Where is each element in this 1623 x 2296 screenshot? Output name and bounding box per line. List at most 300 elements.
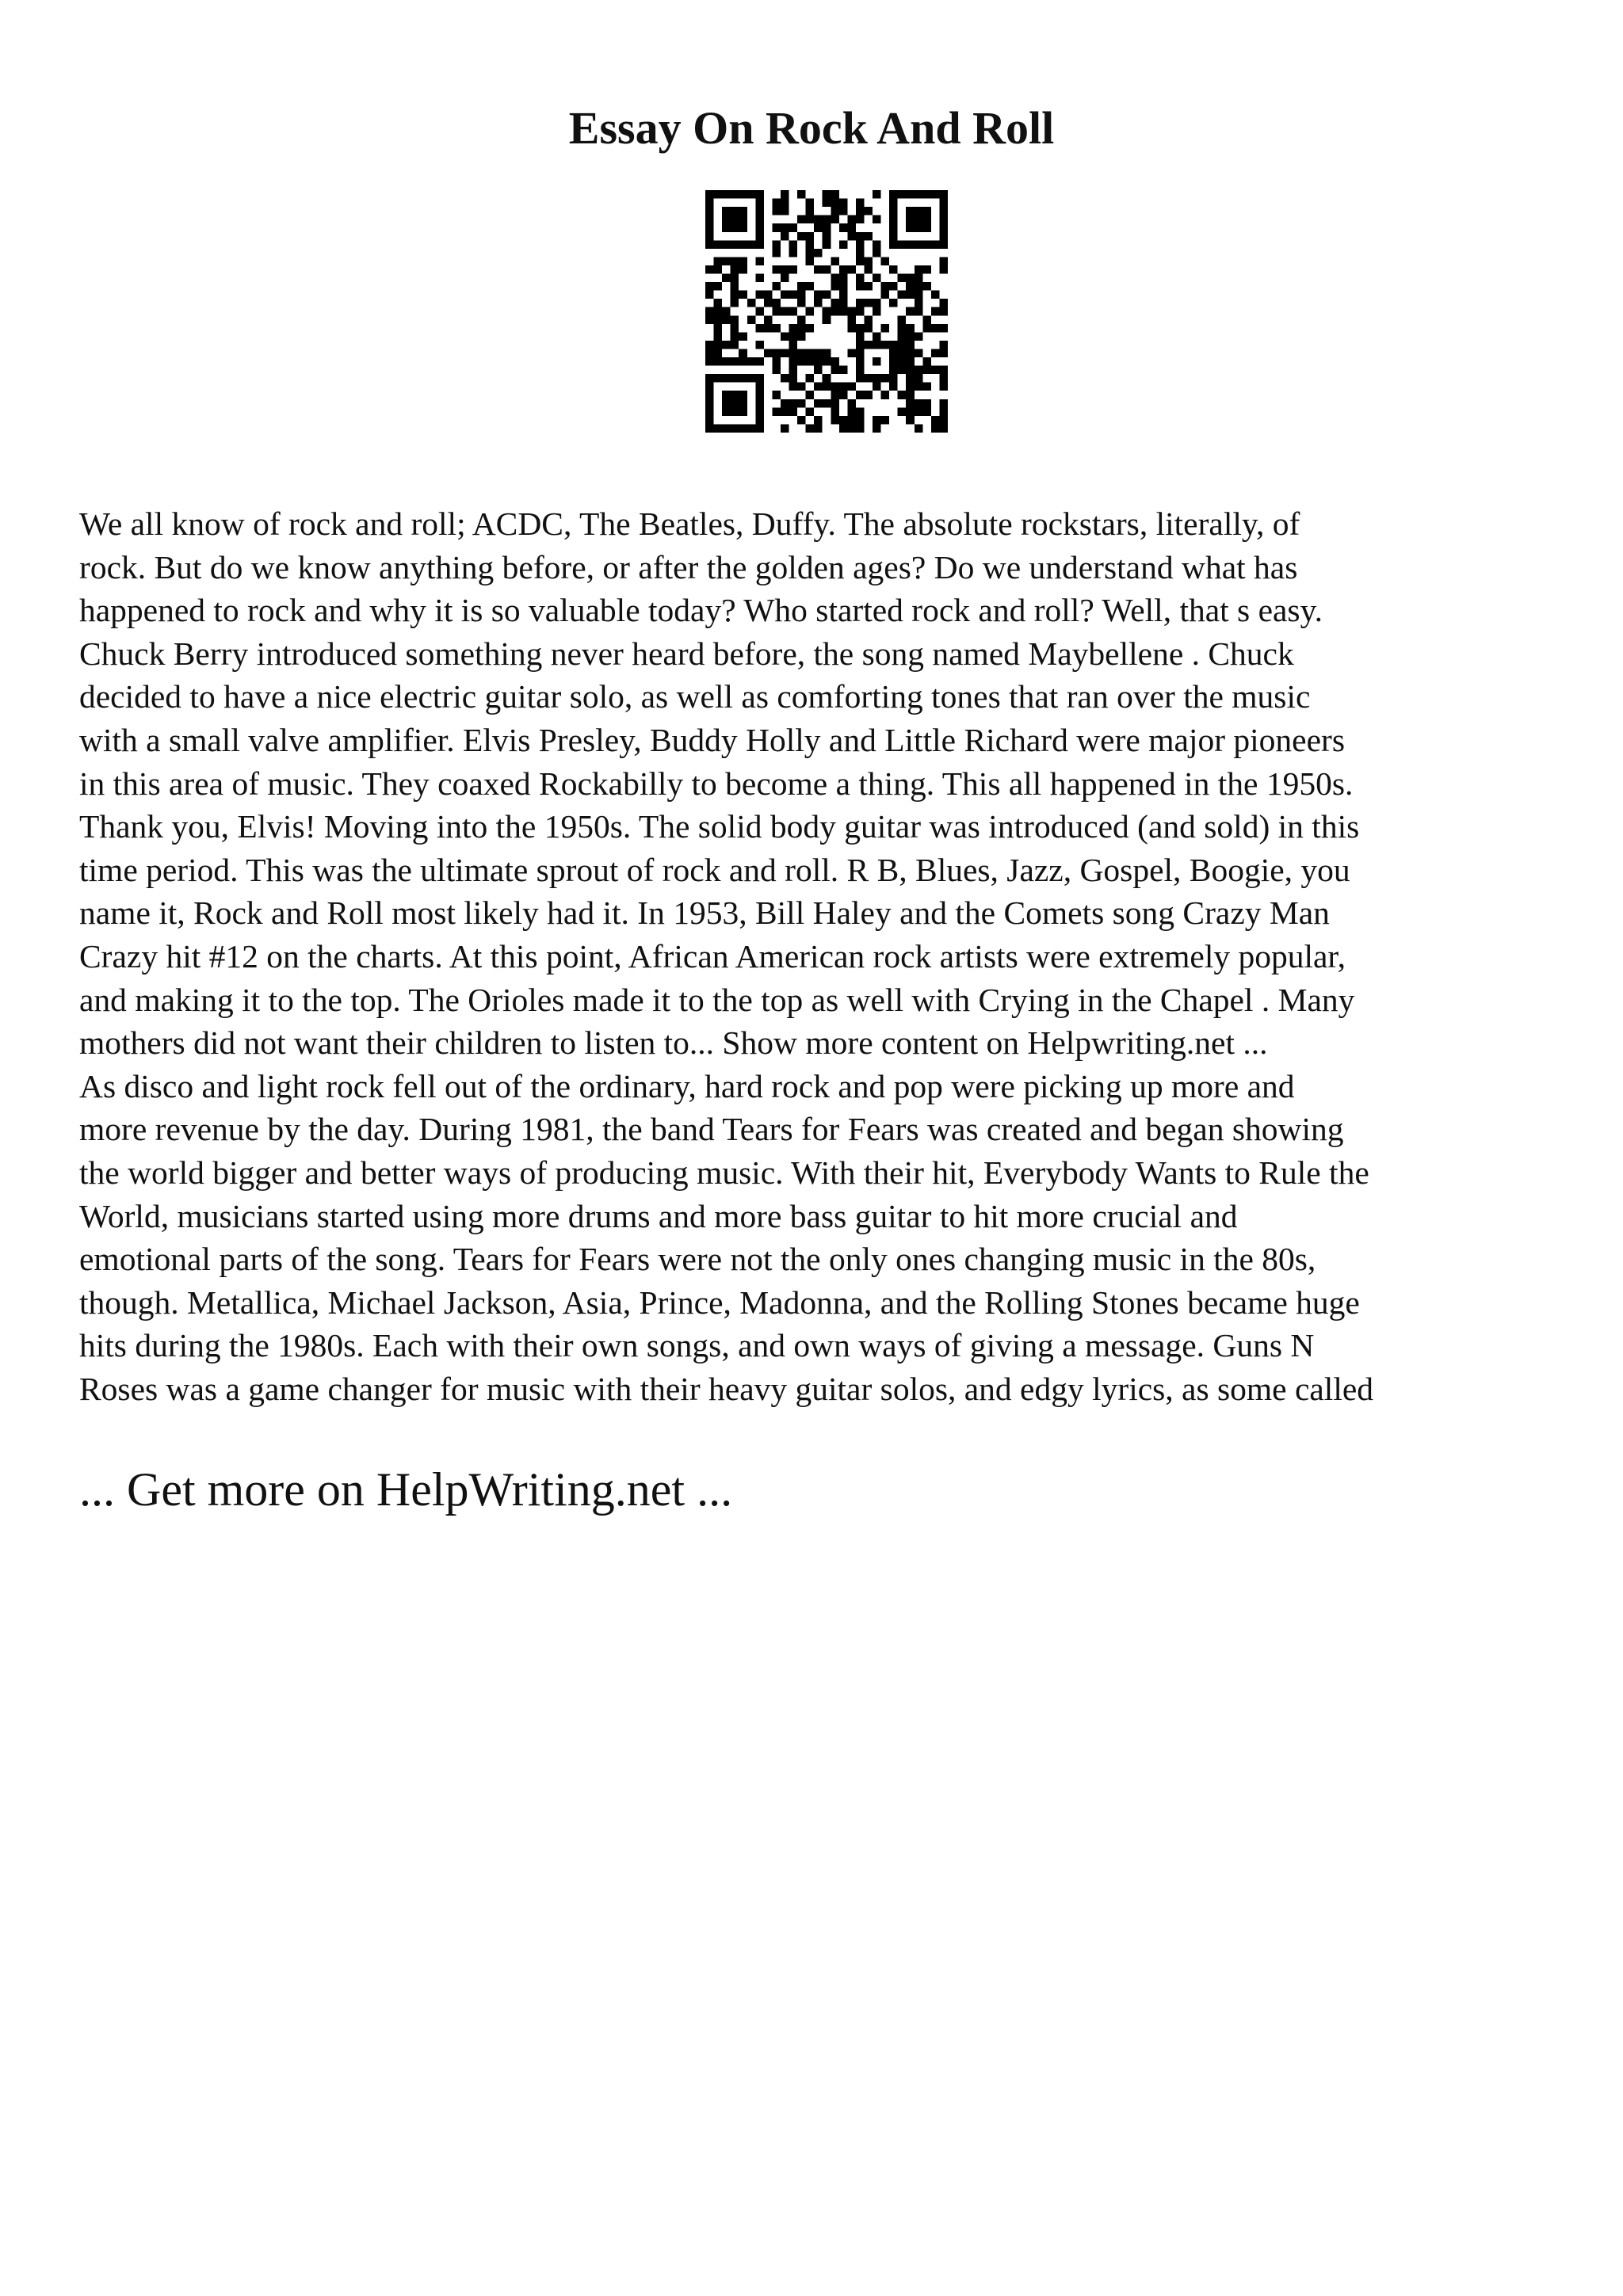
qr-module bbox=[831, 307, 839, 316]
qr-module bbox=[889, 223, 898, 232]
qr-module bbox=[714, 374, 723, 383]
qr-module bbox=[797, 332, 806, 341]
qr-module bbox=[864, 391, 873, 399]
qr-module bbox=[939, 374, 948, 383]
qr-module bbox=[831, 207, 839, 215]
qr-module bbox=[739, 207, 747, 215]
qr-module bbox=[839, 240, 848, 249]
qr-module bbox=[714, 240, 723, 249]
qr-module bbox=[781, 190, 789, 199]
qr-module bbox=[856, 374, 865, 383]
qr-module bbox=[722, 391, 731, 399]
qr-module bbox=[814, 249, 823, 257]
qr-module bbox=[714, 332, 723, 341]
qr-module bbox=[772, 307, 781, 316]
essay-line: Thank you, Elvis! Moving into the 1950s. The solid body guitar was introduced (and sold) in this bbox=[79, 808, 1360, 845]
essay-body bbox=[79, 502, 1569, 1410]
essay-line: in this area of music. They coaxed Rockabilly to become a thing. This all happened in the 1950s. bbox=[79, 765, 1354, 802]
essay-line: and making it to the top. The Orioles made it to the top as well with Crying in the Chapel . Many bbox=[79, 981, 1355, 1018]
qr-module bbox=[731, 374, 739, 383]
qr-module bbox=[705, 399, 714, 408]
qr-module bbox=[705, 282, 714, 291]
qr-module bbox=[806, 282, 815, 291]
qr-module bbox=[906, 291, 915, 299]
qr-module bbox=[739, 223, 747, 232]
qr-module bbox=[915, 282, 923, 291]
qr-module bbox=[789, 307, 798, 316]
qr-module bbox=[847, 307, 856, 316]
qr-module bbox=[898, 391, 907, 399]
qr-module bbox=[864, 299, 873, 307]
qr-module bbox=[823, 199, 831, 208]
qr-module bbox=[922, 366, 931, 375]
qr-module bbox=[898, 190, 907, 199]
qr-module bbox=[939, 299, 948, 307]
qr-module bbox=[747, 299, 756, 307]
qr-module bbox=[705, 407, 714, 416]
qr-module bbox=[781, 332, 789, 341]
qr-module bbox=[939, 383, 948, 391]
qr-module bbox=[856, 240, 865, 249]
qr-module bbox=[931, 324, 940, 333]
qr-module bbox=[881, 282, 890, 291]
qr-module bbox=[797, 416, 806, 425]
qr-module bbox=[906, 223, 915, 232]
qr-module bbox=[839, 265, 848, 274]
qr-module bbox=[789, 249, 798, 257]
qr-module bbox=[931, 424, 940, 433]
qr-module bbox=[839, 366, 848, 375]
qr-module bbox=[806, 349, 815, 357]
qr-module bbox=[939, 232, 948, 241]
qr-module bbox=[939, 307, 948, 316]
qr-module bbox=[739, 349, 747, 357]
qr-module bbox=[922, 357, 931, 366]
qr-module bbox=[722, 215, 731, 224]
qr-module bbox=[856, 307, 865, 316]
qr-module bbox=[839, 416, 848, 425]
qr-module bbox=[839, 282, 848, 291]
qr-module bbox=[856, 257, 865, 265]
qr-module bbox=[931, 416, 940, 425]
qr-module bbox=[939, 199, 948, 208]
qr-module bbox=[889, 232, 898, 241]
qr-module bbox=[772, 199, 781, 208]
qr-module bbox=[864, 341, 873, 349]
qr-module bbox=[722, 399, 731, 408]
qr-module bbox=[823, 374, 831, 383]
qr-module bbox=[823, 291, 831, 299]
qr-module bbox=[831, 274, 839, 283]
qr-module bbox=[856, 274, 865, 283]
qr-module bbox=[898, 341, 907, 349]
qr-module bbox=[823, 232, 831, 241]
qr-module bbox=[722, 274, 731, 283]
qr-module bbox=[856, 299, 865, 307]
qr-module bbox=[873, 332, 881, 341]
qr-module bbox=[873, 341, 881, 349]
qr-module bbox=[823, 240, 831, 249]
qr-module bbox=[755, 199, 764, 208]
qr-module bbox=[847, 383, 856, 391]
qr-module bbox=[814, 223, 823, 232]
qr-module bbox=[731, 407, 739, 416]
qr-module bbox=[705, 383, 714, 391]
qr-module bbox=[755, 232, 764, 241]
qr-module bbox=[772, 357, 781, 366]
qr-module bbox=[939, 349, 948, 357]
qr-module bbox=[922, 240, 931, 249]
qr-module bbox=[722, 240, 731, 249]
qr-module bbox=[906, 366, 915, 375]
qr-module bbox=[789, 291, 798, 299]
qr-module bbox=[739, 391, 747, 399]
qr-module bbox=[856, 207, 865, 215]
qr-module bbox=[814, 215, 823, 224]
qr-module bbox=[789, 265, 798, 274]
qr-module bbox=[823, 315, 831, 324]
qr-module bbox=[889, 265, 898, 274]
qr-module bbox=[814, 424, 823, 433]
qr-module bbox=[714, 282, 723, 291]
qr-module bbox=[873, 190, 881, 199]
qr-module bbox=[772, 324, 781, 333]
qr-module bbox=[722, 190, 731, 199]
qr-module bbox=[714, 341, 723, 349]
qr-module bbox=[806, 324, 815, 333]
qr-module bbox=[939, 190, 948, 199]
qr-module bbox=[922, 265, 931, 274]
qr-module bbox=[915, 332, 923, 341]
qr-module bbox=[797, 232, 806, 241]
qr-module bbox=[731, 399, 739, 408]
qr-module bbox=[839, 199, 848, 208]
qr-module bbox=[781, 223, 789, 232]
qr-module bbox=[915, 307, 923, 316]
qr-module bbox=[898, 366, 907, 375]
qr-module bbox=[772, 240, 781, 249]
essay-line: decided to have a nice electric guitar solo, as well as comforting tones that ran over the music bbox=[79, 678, 1311, 715]
qr-module bbox=[705, 349, 714, 357]
qr-module bbox=[789, 223, 798, 232]
qr-module bbox=[806, 257, 815, 265]
qr-module bbox=[915, 383, 923, 391]
qr-module bbox=[772, 391, 781, 399]
qr-module bbox=[705, 424, 714, 433]
qr-module bbox=[856, 282, 865, 291]
qr-module bbox=[714, 357, 723, 366]
qr-module bbox=[797, 383, 806, 391]
qr-module bbox=[755, 399, 764, 408]
qr-module bbox=[898, 291, 907, 299]
qr-module bbox=[922, 190, 931, 199]
qr-module bbox=[889, 383, 898, 391]
qr-module bbox=[847, 232, 856, 241]
qr-module bbox=[789, 407, 798, 416]
qr-module bbox=[915, 374, 923, 383]
qr-module bbox=[898, 315, 907, 324]
qr-module bbox=[889, 199, 898, 208]
qr-module bbox=[906, 399, 915, 408]
qr-module bbox=[739, 374, 747, 383]
qr-module bbox=[781, 207, 789, 215]
qr-module bbox=[806, 240, 815, 249]
qr-module bbox=[731, 332, 739, 341]
essay-line: time period. This was the ultimate sprout of rock and roll. R B, Blues, Jazz, Gospel, Boogie, you bbox=[79, 851, 1350, 888]
qr-module bbox=[789, 240, 798, 249]
qr-module bbox=[889, 341, 898, 349]
qr-module bbox=[915, 207, 923, 215]
essay-line: We all know of rock and roll; ACDC, The Beatles, Duffy. The absolute rockstars, literally, of bbox=[79, 505, 1300, 542]
qr-module bbox=[731, 282, 739, 291]
qr-module bbox=[755, 291, 764, 299]
qr-module bbox=[889, 366, 898, 375]
qr-module bbox=[839, 307, 848, 316]
qr-module bbox=[831, 215, 839, 224]
qr-module bbox=[731, 424, 739, 433]
qr-module bbox=[806, 307, 815, 316]
qr-module bbox=[714, 424, 723, 433]
qr-module bbox=[839, 291, 848, 299]
qr-module bbox=[906, 391, 915, 399]
qr-module bbox=[797, 357, 806, 366]
qr-module bbox=[705, 207, 714, 215]
qr-module bbox=[873, 424, 881, 433]
qr-module bbox=[906, 274, 915, 283]
qr-module bbox=[739, 190, 747, 199]
qr-module bbox=[731, 291, 739, 299]
qr-module bbox=[814, 265, 823, 274]
qr-module bbox=[814, 291, 823, 299]
qr-module bbox=[739, 291, 747, 299]
qr-module bbox=[797, 299, 806, 307]
qr-module bbox=[889, 190, 898, 199]
qr-module bbox=[864, 232, 873, 241]
qr-module bbox=[814, 357, 823, 366]
qr-module bbox=[856, 416, 865, 425]
qr-module bbox=[764, 299, 773, 307]
qr-module bbox=[772, 282, 781, 291]
qr-module bbox=[898, 357, 907, 366]
qr-module bbox=[714, 190, 723, 199]
qr-module bbox=[939, 240, 948, 249]
essay-line: rock. But do we know anything before, or after the golden ages? Do we understand what has bbox=[79, 548, 1298, 585]
qr-module bbox=[823, 357, 831, 366]
qr-module bbox=[823, 383, 831, 391]
qr-module bbox=[889, 282, 898, 291]
qr-module bbox=[747, 424, 756, 433]
qr-module bbox=[722, 257, 731, 265]
qr-module bbox=[731, 240, 739, 249]
qr-module bbox=[747, 374, 756, 383]
qr-module bbox=[797, 324, 806, 333]
essay-line: As disco and light rock fell out of the ordinary, hard rock and pop were picking up more and bbox=[79, 1067, 1295, 1104]
qr-module bbox=[755, 374, 764, 383]
qr-module bbox=[781, 424, 789, 433]
qr-module bbox=[772, 366, 781, 375]
qr-module bbox=[731, 391, 739, 399]
qr-module bbox=[915, 349, 923, 357]
qr-module bbox=[856, 324, 865, 333]
qr-module bbox=[714, 349, 723, 357]
qr-module bbox=[922, 223, 931, 232]
qr-module bbox=[789, 383, 798, 391]
qr-module bbox=[731, 357, 739, 366]
qr-module bbox=[873, 307, 881, 316]
qr-module bbox=[731, 207, 739, 215]
qr-module bbox=[939, 424, 948, 433]
qr-module bbox=[747, 357, 756, 366]
qr-module bbox=[915, 299, 923, 307]
qr-module bbox=[739, 257, 747, 265]
essay-line: name it, Rock and Roll most likely had it. In 1953, Bill Haley and the Comets song Crazy Man bbox=[79, 894, 1330, 932]
qr-module bbox=[906, 190, 915, 199]
qr-module bbox=[739, 424, 747, 433]
qr-module bbox=[705, 374, 714, 383]
qr-module bbox=[864, 265, 873, 274]
qr-module bbox=[881, 324, 890, 333]
qr-module bbox=[847, 324, 856, 333]
qr-module bbox=[814, 366, 823, 375]
qr-module bbox=[814, 416, 823, 425]
qr-module bbox=[823, 215, 831, 224]
qr-module bbox=[839, 424, 848, 433]
qr-module bbox=[831, 366, 839, 375]
qr-module bbox=[705, 199, 714, 208]
qr-module bbox=[831, 357, 839, 366]
qr-module bbox=[747, 315, 756, 324]
qr-module bbox=[906, 307, 915, 316]
qr-module bbox=[747, 190, 756, 199]
qr-module bbox=[915, 223, 923, 232]
qr-module bbox=[939, 207, 948, 215]
qr-module bbox=[755, 215, 764, 224]
qr-module bbox=[772, 299, 781, 307]
qr-module bbox=[873, 240, 881, 249]
qr-module bbox=[939, 341, 948, 349]
qr-module bbox=[755, 240, 764, 249]
qr-module bbox=[731, 223, 739, 232]
qr-module bbox=[864, 324, 873, 333]
qr-module bbox=[864, 282, 873, 291]
qr-module bbox=[705, 416, 714, 425]
qr-module bbox=[856, 215, 865, 224]
qr-module bbox=[931, 291, 940, 299]
qr-module bbox=[731, 265, 739, 274]
qr-module bbox=[856, 391, 865, 399]
qr-module bbox=[806, 215, 815, 224]
qr-module bbox=[847, 215, 856, 224]
qr-module bbox=[873, 374, 881, 383]
qr-module bbox=[722, 307, 731, 316]
essay-line: more revenue by the day. During 1981, the band Tears for Fears was created and began showing bbox=[79, 1111, 1344, 1148]
qr-module bbox=[889, 207, 898, 215]
essay-line: emotional parts of the song. Tears for Fears were not the only ones changing music in the 80s, bbox=[79, 1241, 1316, 1278]
qr-module bbox=[873, 299, 881, 307]
qr-module bbox=[714, 265, 723, 274]
qr-module bbox=[705, 215, 714, 224]
qr-module bbox=[739, 399, 747, 408]
qr-module bbox=[847, 315, 856, 324]
qr-module bbox=[806, 407, 815, 416]
qr-module bbox=[755, 257, 764, 265]
qr-module bbox=[939, 416, 948, 425]
qr-module bbox=[789, 399, 798, 408]
essay-line[interactable]: mothers did not want their children to listen to... Show more content on Helpwriting.net ... bbox=[79, 1024, 1268, 1062]
qr-module bbox=[731, 190, 739, 199]
qr-module bbox=[823, 399, 831, 408]
qr-module bbox=[705, 307, 714, 316]
qr-module bbox=[705, 240, 714, 249]
qr-module bbox=[906, 341, 915, 349]
qr-module bbox=[915, 424, 923, 433]
qr-module bbox=[881, 374, 890, 383]
qr-module bbox=[797, 282, 806, 291]
qr-module bbox=[906, 240, 915, 249]
qr-module bbox=[772, 207, 781, 215]
qr-module bbox=[781, 399, 789, 408]
qr-module bbox=[847, 349, 856, 357]
qr-module bbox=[915, 407, 923, 416]
qr-module bbox=[789, 349, 798, 357]
qr-module bbox=[831, 282, 839, 291]
qr-module bbox=[806, 207, 815, 215]
qr-module bbox=[898, 332, 907, 341]
qr-module bbox=[747, 240, 756, 249]
qr-module bbox=[714, 307, 723, 316]
qr-module bbox=[755, 274, 764, 283]
qr-module bbox=[831, 383, 839, 391]
qr-module bbox=[705, 341, 714, 349]
qr-module bbox=[922, 407, 931, 416]
qr-module bbox=[898, 240, 907, 249]
qr-module bbox=[705, 232, 714, 241]
qr-module bbox=[847, 407, 856, 416]
qr-module bbox=[831, 399, 839, 408]
qr-module bbox=[831, 199, 839, 208]
qr-module bbox=[906, 332, 915, 341]
get-more-link[interactable]: ... Get more on HelpWriting.net ... bbox=[79, 1463, 733, 1516]
essay-line: Chuck Berry introduced something never heard before, the song named Maybellene . Chuck bbox=[79, 635, 1294, 672]
qr-module bbox=[755, 383, 764, 391]
qr-module bbox=[931, 307, 940, 316]
qr-module bbox=[722, 341, 731, 349]
qr-module bbox=[823, 223, 831, 232]
qr-module bbox=[847, 399, 856, 408]
qr-module bbox=[772, 407, 781, 416]
qr-module bbox=[755, 307, 764, 316]
qr-module bbox=[839, 391, 848, 399]
qr-module bbox=[797, 399, 806, 408]
qr-module bbox=[764, 291, 773, 299]
qr-module bbox=[755, 324, 764, 333]
qr-module bbox=[772, 265, 781, 274]
qr-module bbox=[722, 357, 731, 366]
qr-module bbox=[722, 207, 731, 215]
qr-module bbox=[814, 399, 823, 408]
qr-module bbox=[889, 215, 898, 224]
qr-module bbox=[856, 249, 865, 257]
qr-module bbox=[831, 407, 839, 416]
qr-module bbox=[915, 215, 923, 224]
qr-module bbox=[939, 366, 948, 375]
qr-module bbox=[915, 291, 923, 299]
qr-module bbox=[915, 399, 923, 408]
qr-module bbox=[864, 207, 873, 215]
qr-module bbox=[922, 282, 931, 291]
qr-module bbox=[705, 315, 714, 324]
qr-module bbox=[731, 299, 739, 307]
